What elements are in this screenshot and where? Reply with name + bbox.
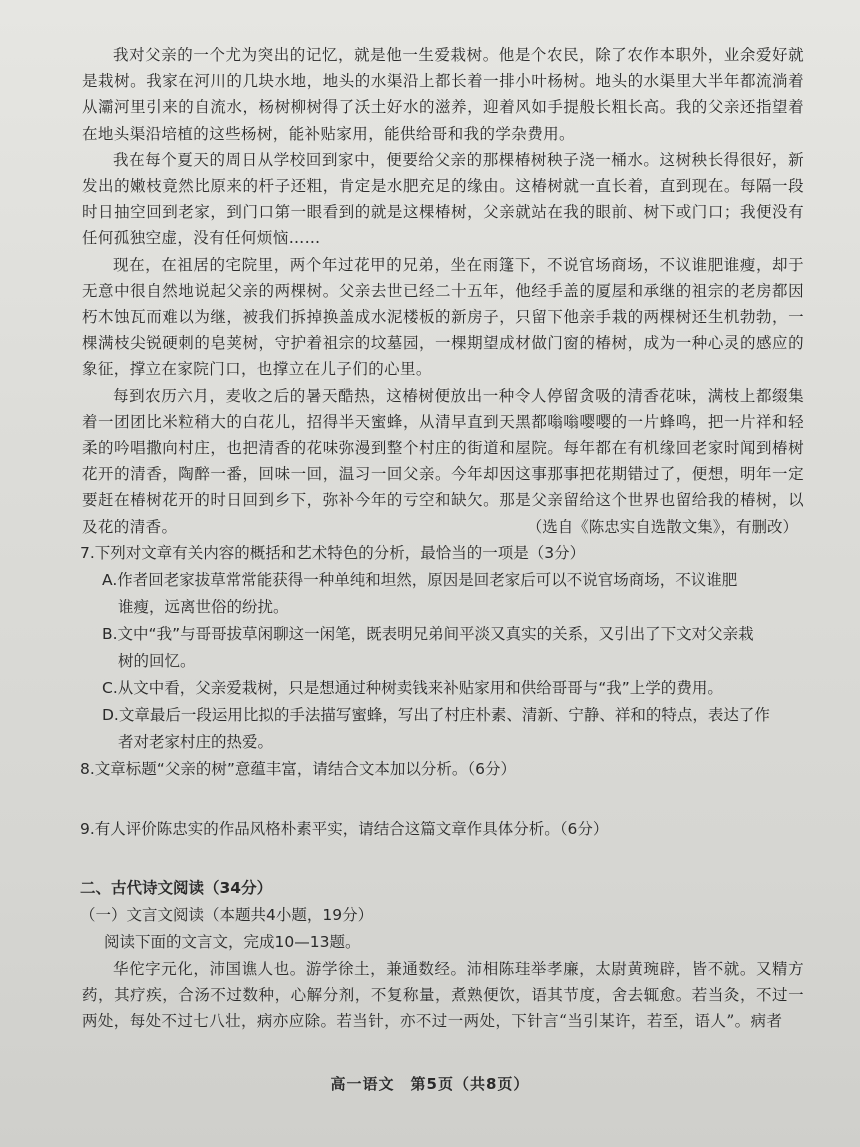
passage-paragraph-1: 我对父亲的一个尤为突出的记忆，就是他一生爱栽树。他是个农民，除了农作本职外，业余爱好就是栽树。我家在河川的几块水地，地头的水渠沿上都长着一排小叶杨树。地头的水渠里大半年都流淌着从灞河里引来的自流水，杨树柳树得了沃土好水的滋养，迎着风如手提般长粗长高。我的父亲还指望着在地头渠沿培植的这些杨树，能补贴家用，能供给哥和我的学杂费用。: [82, 46, 804, 143]
option-7b-line1: B.文中“我”与哥哥拔草闲聊这一闲笔，既表明兄弟间平淡又真实的关系，又引出了下文对父亲栽: [102, 625, 754, 644]
page-footer: 高一语文 第5页（共8页）: [330, 1075, 530, 1093]
option-7d: [102, 702, 804, 756]
option-7a-line1: A.作者回老家拔草常常能获得一种单纯和坦然，原因是回老家后可以不说官场商场，不议谁肥: [102, 571, 738, 590]
passage-paragraph-2: 我在每个夏天的周日从学校回到家中，便要给父亲的那棵椿树秧子浇一桶水。这树秧长得很好，新发出的嫩枝竟然比原来的杆子还粗，肯定是水肥充足的缘由。这椿树就一直长着，直到现在。每隔一段时日抽空回到老家，到门口第一眼看到的就是这棵椿树，父亲就站在我的眼前、树下或门口；我便没有任何孤独空虚，没有任何烦恼……: [82, 150, 804, 248]
question-9: 9.有人评价陈忠实的作品风格朴素平实，请结合这篇文章作具体分析。（6分）: [80, 820, 609, 839]
section-2-instruction: 阅读下面的文言文，完成10—13题。: [104, 933, 361, 952]
passage-paragraph-4: 每到农历六月，麦收之后的暑天酷热，这椿树便放出一种令人停留贪吸的清香花味，满枝上都缀集着一团团比米粒稍大的白花儿，招得半天蜜蜂，从清早直到天黑都嗡嗡嘤嘤的一片蜂鸣，把一片祥和轻柔的吟唱撒向村庄，也把清香的花味弥漫到整个村庄的街道和屋院。每年都在有机缘回老家时闻到椿树花开的清香，陶醉一番，回味一回，温习一回父亲。今年却因这事那事把花期错过了，便想，明年一定要赶在椿树花开的时日回到乡下，弥补今年的亏空和缺欠。那是父亲留给这个世界也留给我的椿树，以及花的清香。: [82, 386, 804, 536]
option-7b: [102, 621, 804, 675]
option-7a-line2: 谁瘦，远离世俗的纷扰。: [118, 598, 289, 617]
passage-paragraph-3: 现在，在祖居的宅院里，两个年过花甲的兄弟，坐在雨篷下，不说官场商场，不议谁肥谁瘦，却于无意中很自然地说起父亲的两棵树。父亲去世已经二十五年，他经手盖的厦屋和承继的祖宗的老房都因朽木蚀瓦而难以为继，被我们拆掉换盖成水泥楼板的新房子，只留下他亲手栽的两棵树还生机勃勃，一棵满枝尖锐硬刺的皂荚树，守护着祖宗的坟墓园，一棵期望成材做门窗的椿树，成为一种心灵的感应的象征，撑立在家院门口，也撑立在儿子们的心里。: [82, 255, 804, 379]
question-8: 8.文章标题“父亲的树”意蕴丰富，请结合文本加以分析。（6分）: [80, 760, 516, 779]
answer-space-9: [82, 843, 804, 875]
option-7c: C.从文中看，父亲爱栽树，只是想通过种树卖钱来补贴家用和供给哥哥与“我”上学的费用。: [102, 679, 723, 698]
answer-space-8: [82, 783, 804, 816]
classical-text: 华佗字元化，沛国谯人也。游学徐土，兼通数经。沛相陈珪举孝廉，太尉黄琬辟，皆不就。又精方药，其疗疾，合汤不过数种，心解分剂，不复称量，煮熟便饮，语其节度，舍去辄愈。若当灸，不过一两处，每处不过七八壮，病亦应除。若当针，亦不过一两处，下针言“当引某许，若至，语人”。病者: [82, 960, 804, 1031]
section-2-subtitle: （一）文言文阅读（本题共4小题，19分）: [80, 906, 374, 925]
option-7a: [102, 567, 804, 621]
passage-source: （选自《陈忠实自选散文集》，有删改）: [526, 517, 798, 536]
option-7d-line2: 者对老家村庄的热爱。: [118, 733, 274, 752]
question-7: 7.下列对文章有关内容的概括和艺术特色的分析，最恰当的一项是（3分）: [80, 544, 586, 563]
option-7d-line1: D.文章最后一段运用比拟的手法描写蜜蜂，写出了村庄朴素、清新、宁静、祥和的特点，表达了作: [102, 706, 770, 725]
section-2-title: 二、古代诗文阅读（34分）: [80, 879, 273, 898]
option-7b-line2: 树的回忆。: [118, 652, 196, 671]
